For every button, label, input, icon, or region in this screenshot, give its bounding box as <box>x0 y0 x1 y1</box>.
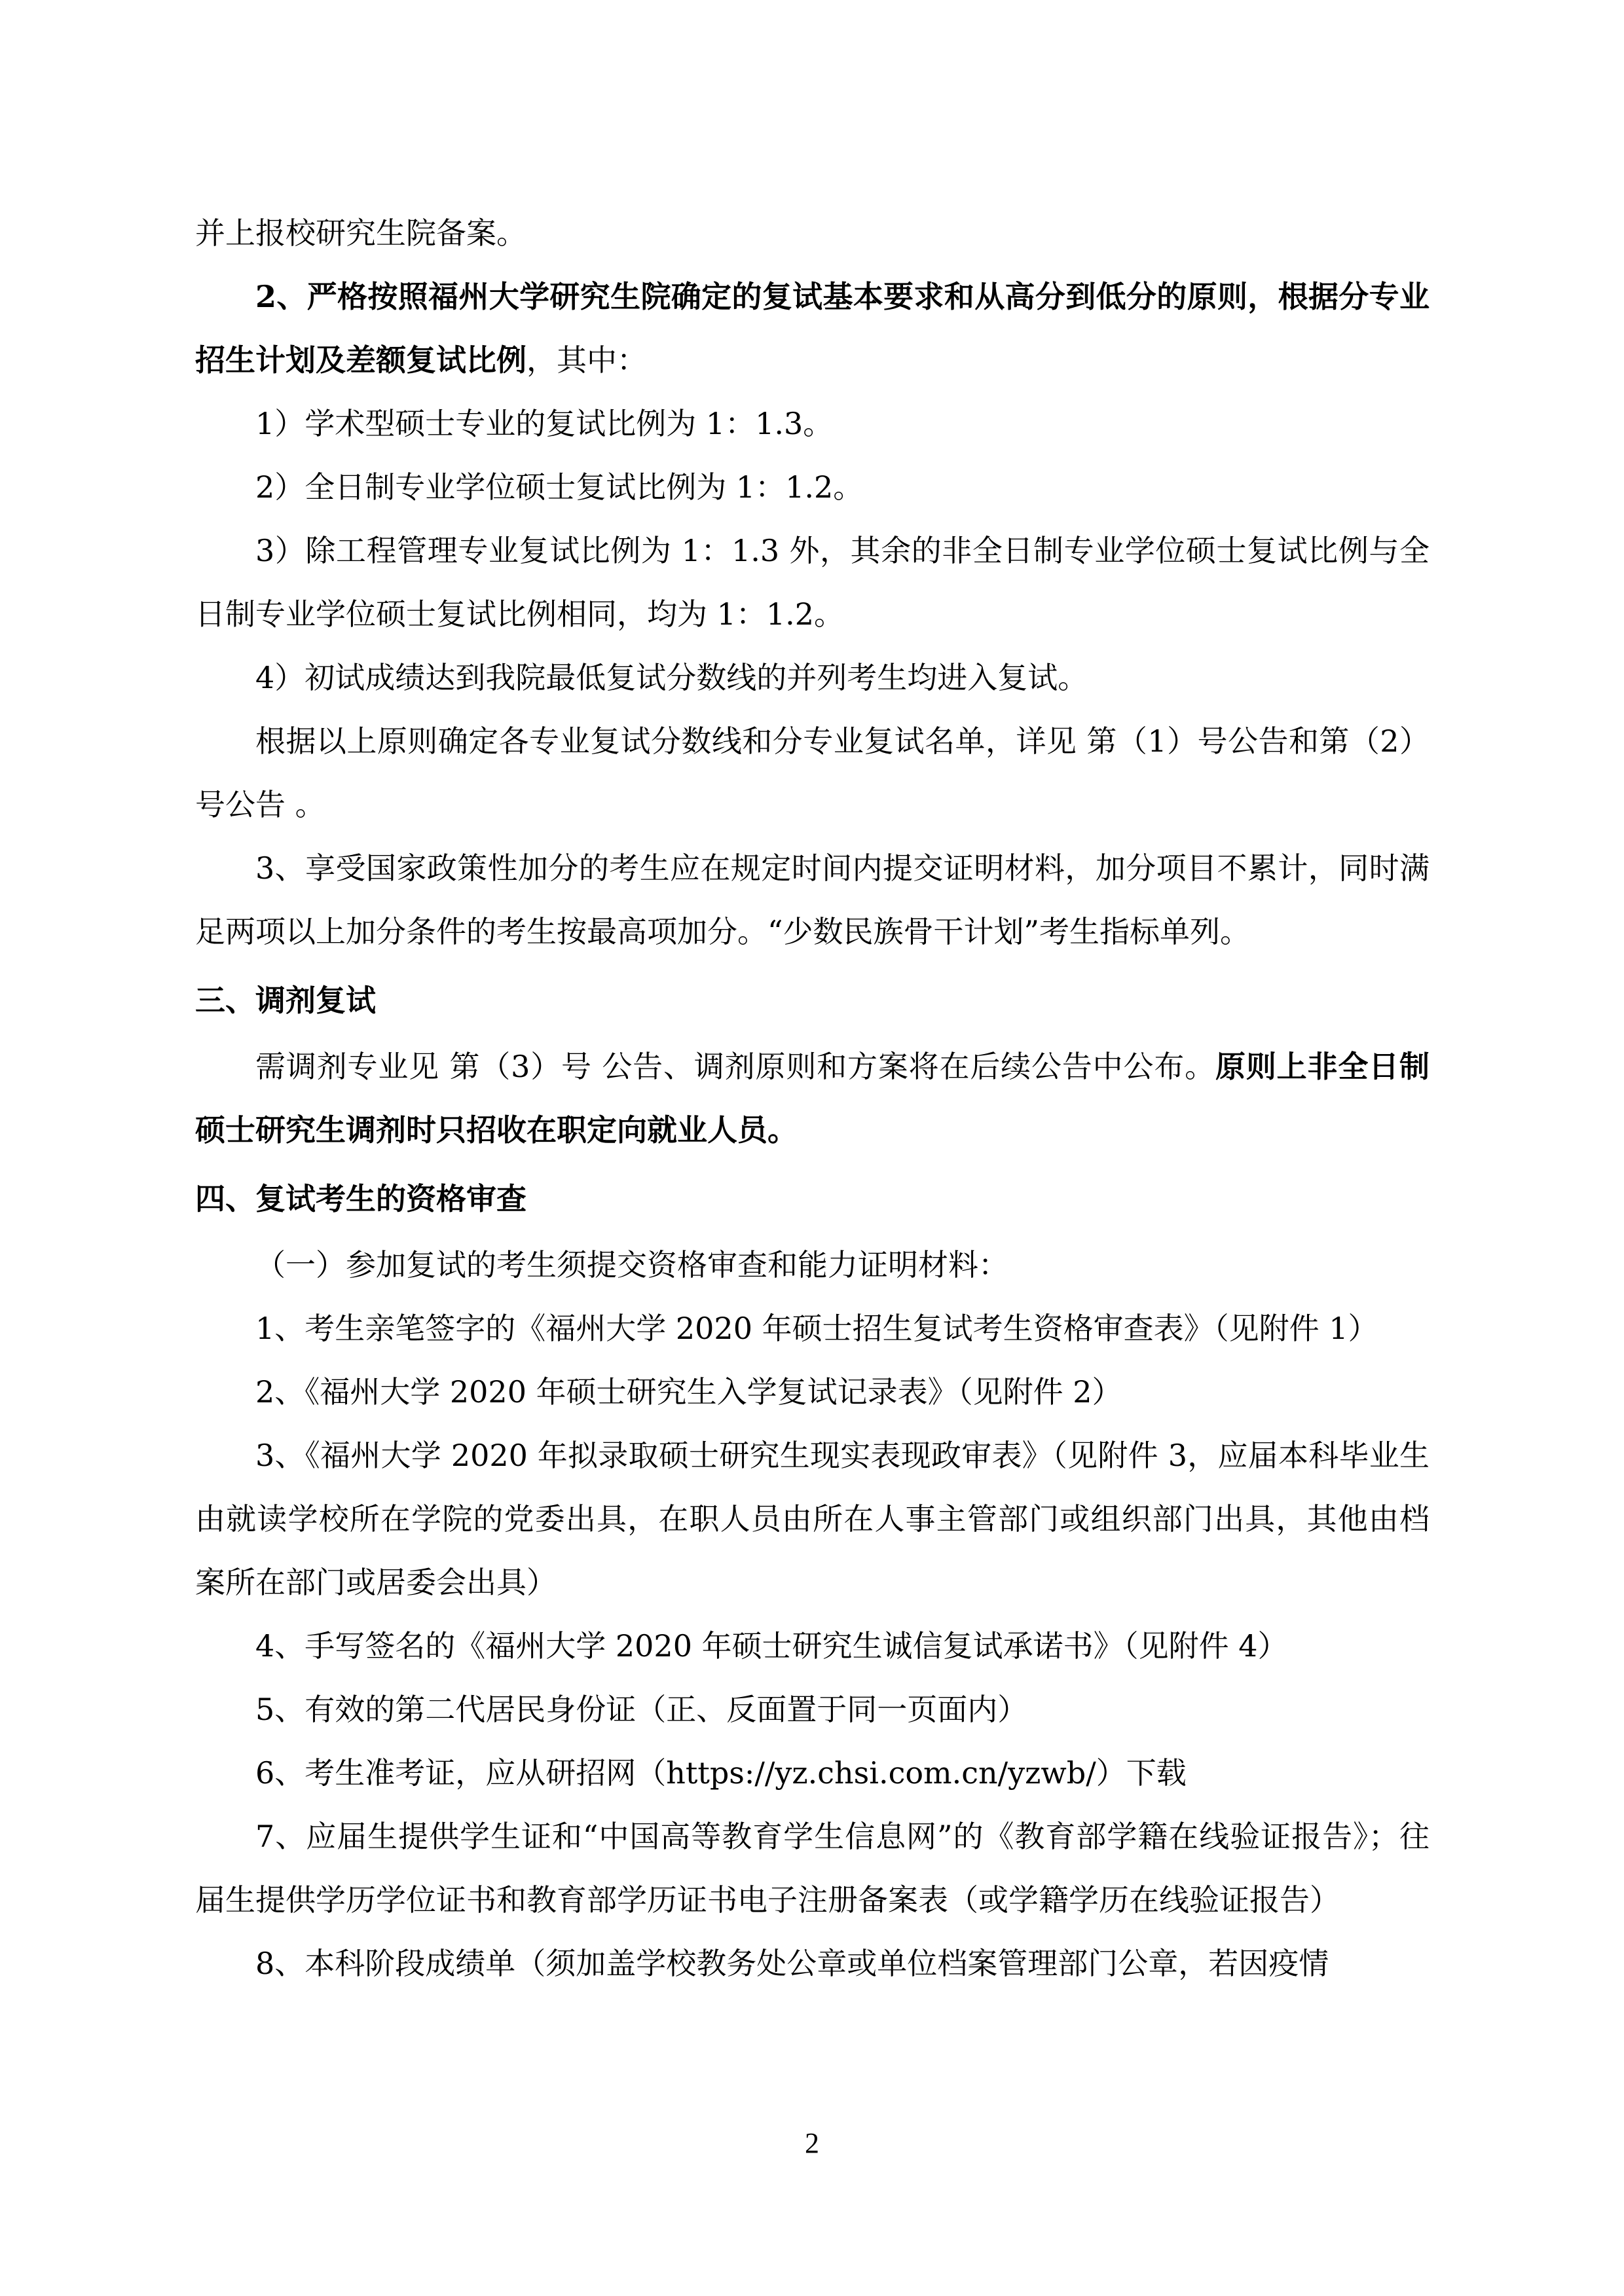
ratio-fulltime-professional: 2）全日制专业学位硕士复试比例为 1：1.2。 <box>255 469 864 505</box>
review-principles-tail: ，其中： <box>526 342 647 378</box>
bold-review-principles: 2、严格按照福州大学研究生院确定的复试基本要求和从高分到低分的原则，根据分专业招生计划及差额复试比例 <box>195 279 1430 378</box>
section-heading-adjustment: 三、调剂复试 <box>195 983 376 1018</box>
materials-item-4: 4、手写签名的《福州大学 2020 年硕士研究生诚信复试承诺书》（见附件 4） <box>255 1628 1288 1664</box>
paragraph-item-2-review-principles <box>195 265 1430 392</box>
materials-item-1: 1、考生亲笔签字的《福州大学 2020 年硕士招生复试考生资格审查表》（见附件 1） <box>255 1311 1378 1346</box>
page-number: 2 <box>805 2127 819 2159</box>
materials-item-7: 7、应届生提供学生证和“中国高等教育学生信息网”的《教育部学籍在线验证报告》；往届生提供学历学位证书和教育部学历证书电子注册备案表（或学籍学历在线验证报告） <box>195 1819 1430 1918</box>
ratio-parttime-professional: 3）除工程管理专业复试比例为 1：1.3 外，其余的非全日制专业学位硕士复试比例与全日制专业学位硕士复试比例相同，均为 1：1.2。 <box>195 533 1430 632</box>
materials-item-2: 2、《福州大学 2020 年硕士研究生入学复试记录表》（见附件 2） <box>255 1374 1122 1410</box>
paragraph-adjustment <box>195 1035 1430 1162</box>
materials-item-3: 3、《福州大学 2020 年拟录取硕士研究生现实表现政审表》（见附件 3，应届本科毕业生由就读学校所在学院的党委出具，在职人员由所在人事主管部门或组织部门出具，其他由档案所在部门或居委会出具） <box>195 1438 1430 1600</box>
materials-item-5: 5、有效的第二代居民身份证（正、反面置于同一页面内） <box>255 1692 1028 1727</box>
document-page <box>195 202 1430 1995</box>
materials-item-8: 8、本科阶段成绩单（须加盖学校教务处公章或单位档案管理部门公章，若因疫情 <box>255 1946 1329 1981</box>
materials-item-6: 6、考生准考证，应从研招网（https://yz.chsi.com.cn/yzwb/）下载 <box>255 1755 1187 1791</box>
adjustment-regular-text: 需调剂专业见 第（3）号 公告、调剂原则和方案将在后续公告中公布。 <box>255 1049 1215 1084</box>
section-heading-qualification-review: 四、复试考生的资格审查 <box>195 1181 526 1216</box>
adjustment-bold-text: 原则上非全日制硕士研究生调剂时只招收在职定向就业人员。 <box>195 1049 1430 1148</box>
paragraph-item-3-bonus-points: 3、享受国家政策性加分的考生应在规定时间内提交证明材料，加分项目不累计，同时满足两项以上加分条件的考生按最高项加分。“少数民族骨干计划”考生指标单列。 <box>195 850 1430 949</box>
subsection-materials-intro: （一）参加复试的考生须提交资格审查和能力证明材料： <box>255 1247 1008 1283</box>
paragraph-continuation: 并上报校研究生院备案。 <box>195 215 526 251</box>
ratio-academic: 1）学术型硕士专业的复试比例为 1：1.3。 <box>255 406 834 441</box>
ratio-tied-candidates: 4）初试成绩达到我院最低复试分数线的并列考生均进入复试。 <box>255 660 1088 695</box>
paragraph-score-lines-reference: 根据以上原则确定各专业复试分数线和分专业复试名单，详见 第（1）号公告和第（2）号公告 。 <box>195 723 1430 822</box>
